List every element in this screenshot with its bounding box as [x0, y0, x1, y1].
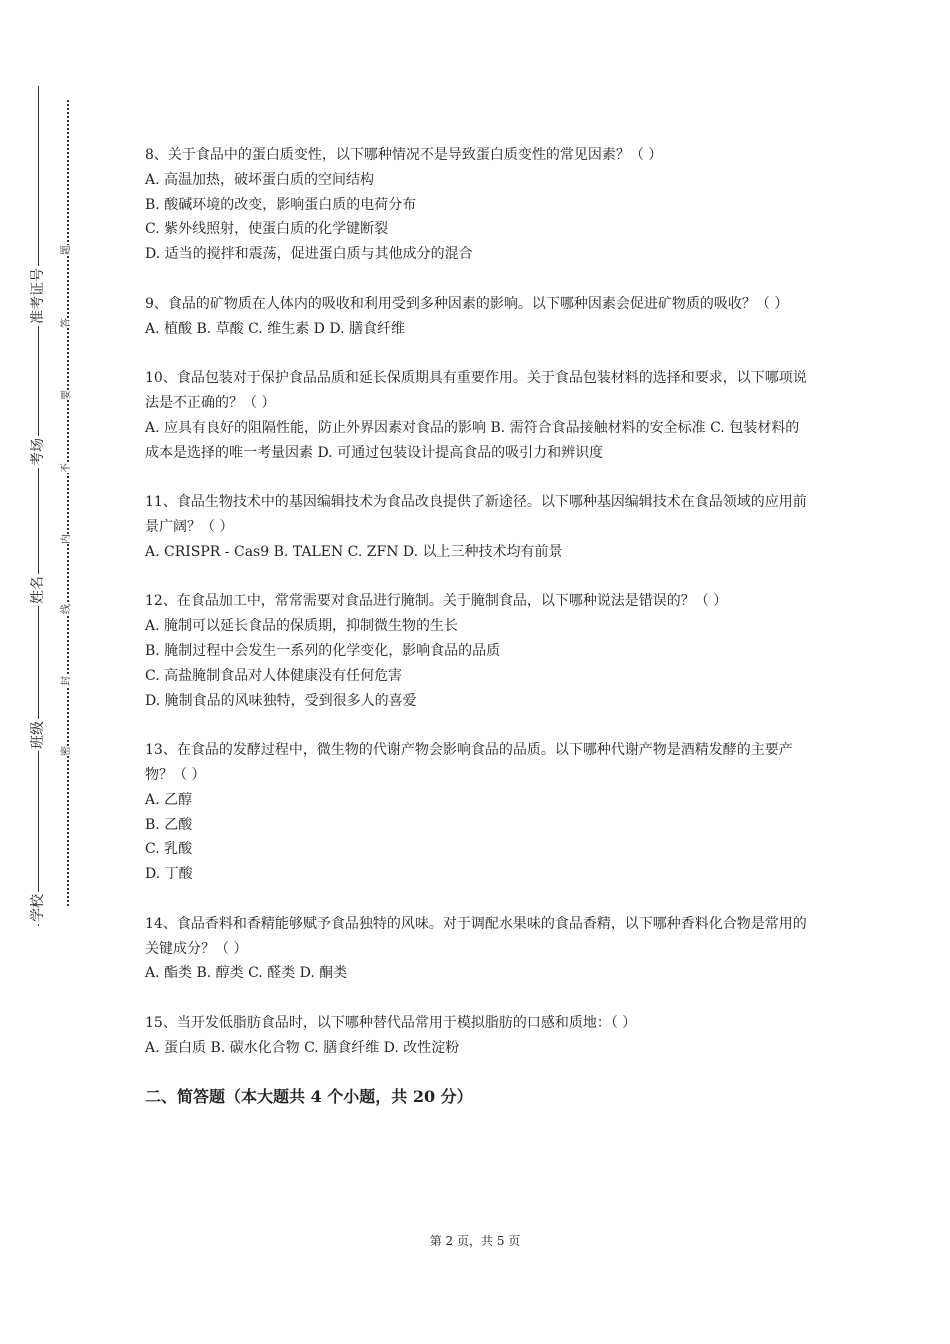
option: B. 腌制过程中会发生一系列的化学变化，影响食品的品质 [145, 642, 501, 659]
question-stem: 12、在食品加工中，常常需要对食品进行腌制。关于腌制食品，以下哪种说法是错误的？（ ） [145, 593, 728, 610]
question-stem: 8、关于食品中的蛋白质变性，以下哪种情况不是导致蛋白质变性的常见因素？（ ） [145, 147, 663, 163]
seal-dotted-line [67, 100, 69, 906]
seal-char: 答 [61, 318, 72, 328]
seal-char: 题 [61, 245, 72, 255]
option: B. 酸碱环境的改变，影响蛋白质的电荷分布 [145, 196, 417, 213]
label-class: 班级 [30, 721, 46, 749]
option: B. 乙酸 [145, 816, 193, 833]
option: D. 丁酸 [145, 866, 193, 883]
question-10 [145, 366, 810, 465]
label-exam-id: 准考证号 [30, 268, 46, 324]
question-14 [145, 912, 810, 986]
option: D. 适当的搅拌和震荡，促进蛋白质与其他成分的混合 [145, 246, 473, 263]
option: A. 蛋白质 B. 碳水化合物 C. 膳食纤维 D. 改性淀粉 [145, 1039, 460, 1056]
question-8 [145, 143, 810, 267]
option: A. 腌制可以延长食品的保质期，抑制微生物的生长 [145, 618, 459, 635]
option: A. 植酸 B. 草酸 C. 维生素 D D. 膳食纤维 [145, 320, 405, 337]
question-stem: 15、当开发低脂肪食品时，以下哪种替代品常用于模拟脂肪的口感和质地：（ ） [145, 1014, 637, 1031]
option: C. 乳酸 [145, 841, 193, 858]
question-stem: 11、食品生物技术中的基因编辑技术为食品改良提供了新途径。以下哪种基因编辑技术在食品领域的应用前景广阔？（ ） [145, 494, 807, 535]
question-15 [145, 1011, 810, 1061]
seal-char: 封 [61, 676, 72, 686]
question-stem: 13、在食品的发酵过程中，微生物的代谢产物会影响食品的品质。以下哪种代谢产物是酒精发酵的主要产物？（ ） [145, 742, 793, 783]
option: C. 紫外线照射，使蛋白质的化学键断裂 [145, 221, 389, 238]
seal-char: 要 [61, 390, 72, 400]
question-stem: 9、食品的矿物质在人体内的吸收和利用受到多种因素的影响。以下哪种因素会促进矿物质的吸收？（ ） [145, 295, 789, 312]
question-13 [145, 738, 810, 887]
label-exam-room: 考场 [30, 438, 46, 466]
binding-line [38, 86, 39, 926]
option: A. 乙醇 [145, 791, 193, 808]
question-12 [145, 589, 810, 713]
seal-char: 不 [61, 463, 72, 473]
page-footer: 第 2 页，共 5 页 [429, 1234, 521, 1248]
label-name: 姓名 [30, 576, 46, 604]
question-11 [145, 490, 810, 564]
question-stem: 14、食品香料和香精能够赋予食品独特的风味。对于调配水果味的食品香精，以下哪种香料化合物是常用的关键成分？（ ） [145, 915, 807, 957]
seal-char: 密 [61, 746, 72, 756]
question-list [145, 143, 810, 1109]
question-stem: 10、食品包装对于保护食品品质和延长保质期具有重要作用。关于食品包装材料的选择和要求，以下哪项说法是不正确的？（ ） [145, 370, 807, 411]
option: C. 高盐腌制食品对人体健康没有任何危害 [145, 667, 403, 684]
option: A. 酯类 B. 醇类 C. 醛类 D. 酮类 [145, 965, 348, 982]
option: A. 高温加热，破坏蛋白质的空间结构 [145, 171, 375, 188]
option: A. 应具有良好的阻隔性能，防止外界因素对食品的影响 B. 需符合食品接触材料的安全标准 C. 包装材料的成本是选择的唯一考量因素 D. 可通过包装设计提高食品的吸引力和辨识度 [145, 419, 800, 461]
question-9 [145, 292, 810, 342]
section-title: 二、简答题（本大题共 4 个小题，共 20 分） [145, 1087, 473, 1107]
seal-char: 内 [61, 534, 72, 544]
seal-char: 线 [61, 604, 72, 614]
option: A. CRISPR - Cas9 B. TALEN C. ZFN D. 以上三种技术均有前景 [145, 543, 563, 560]
label-school: 学校 [30, 894, 46, 922]
option: D. 腌制食品的风味独特，受到很多人的喜爱 [145, 692, 417, 709]
